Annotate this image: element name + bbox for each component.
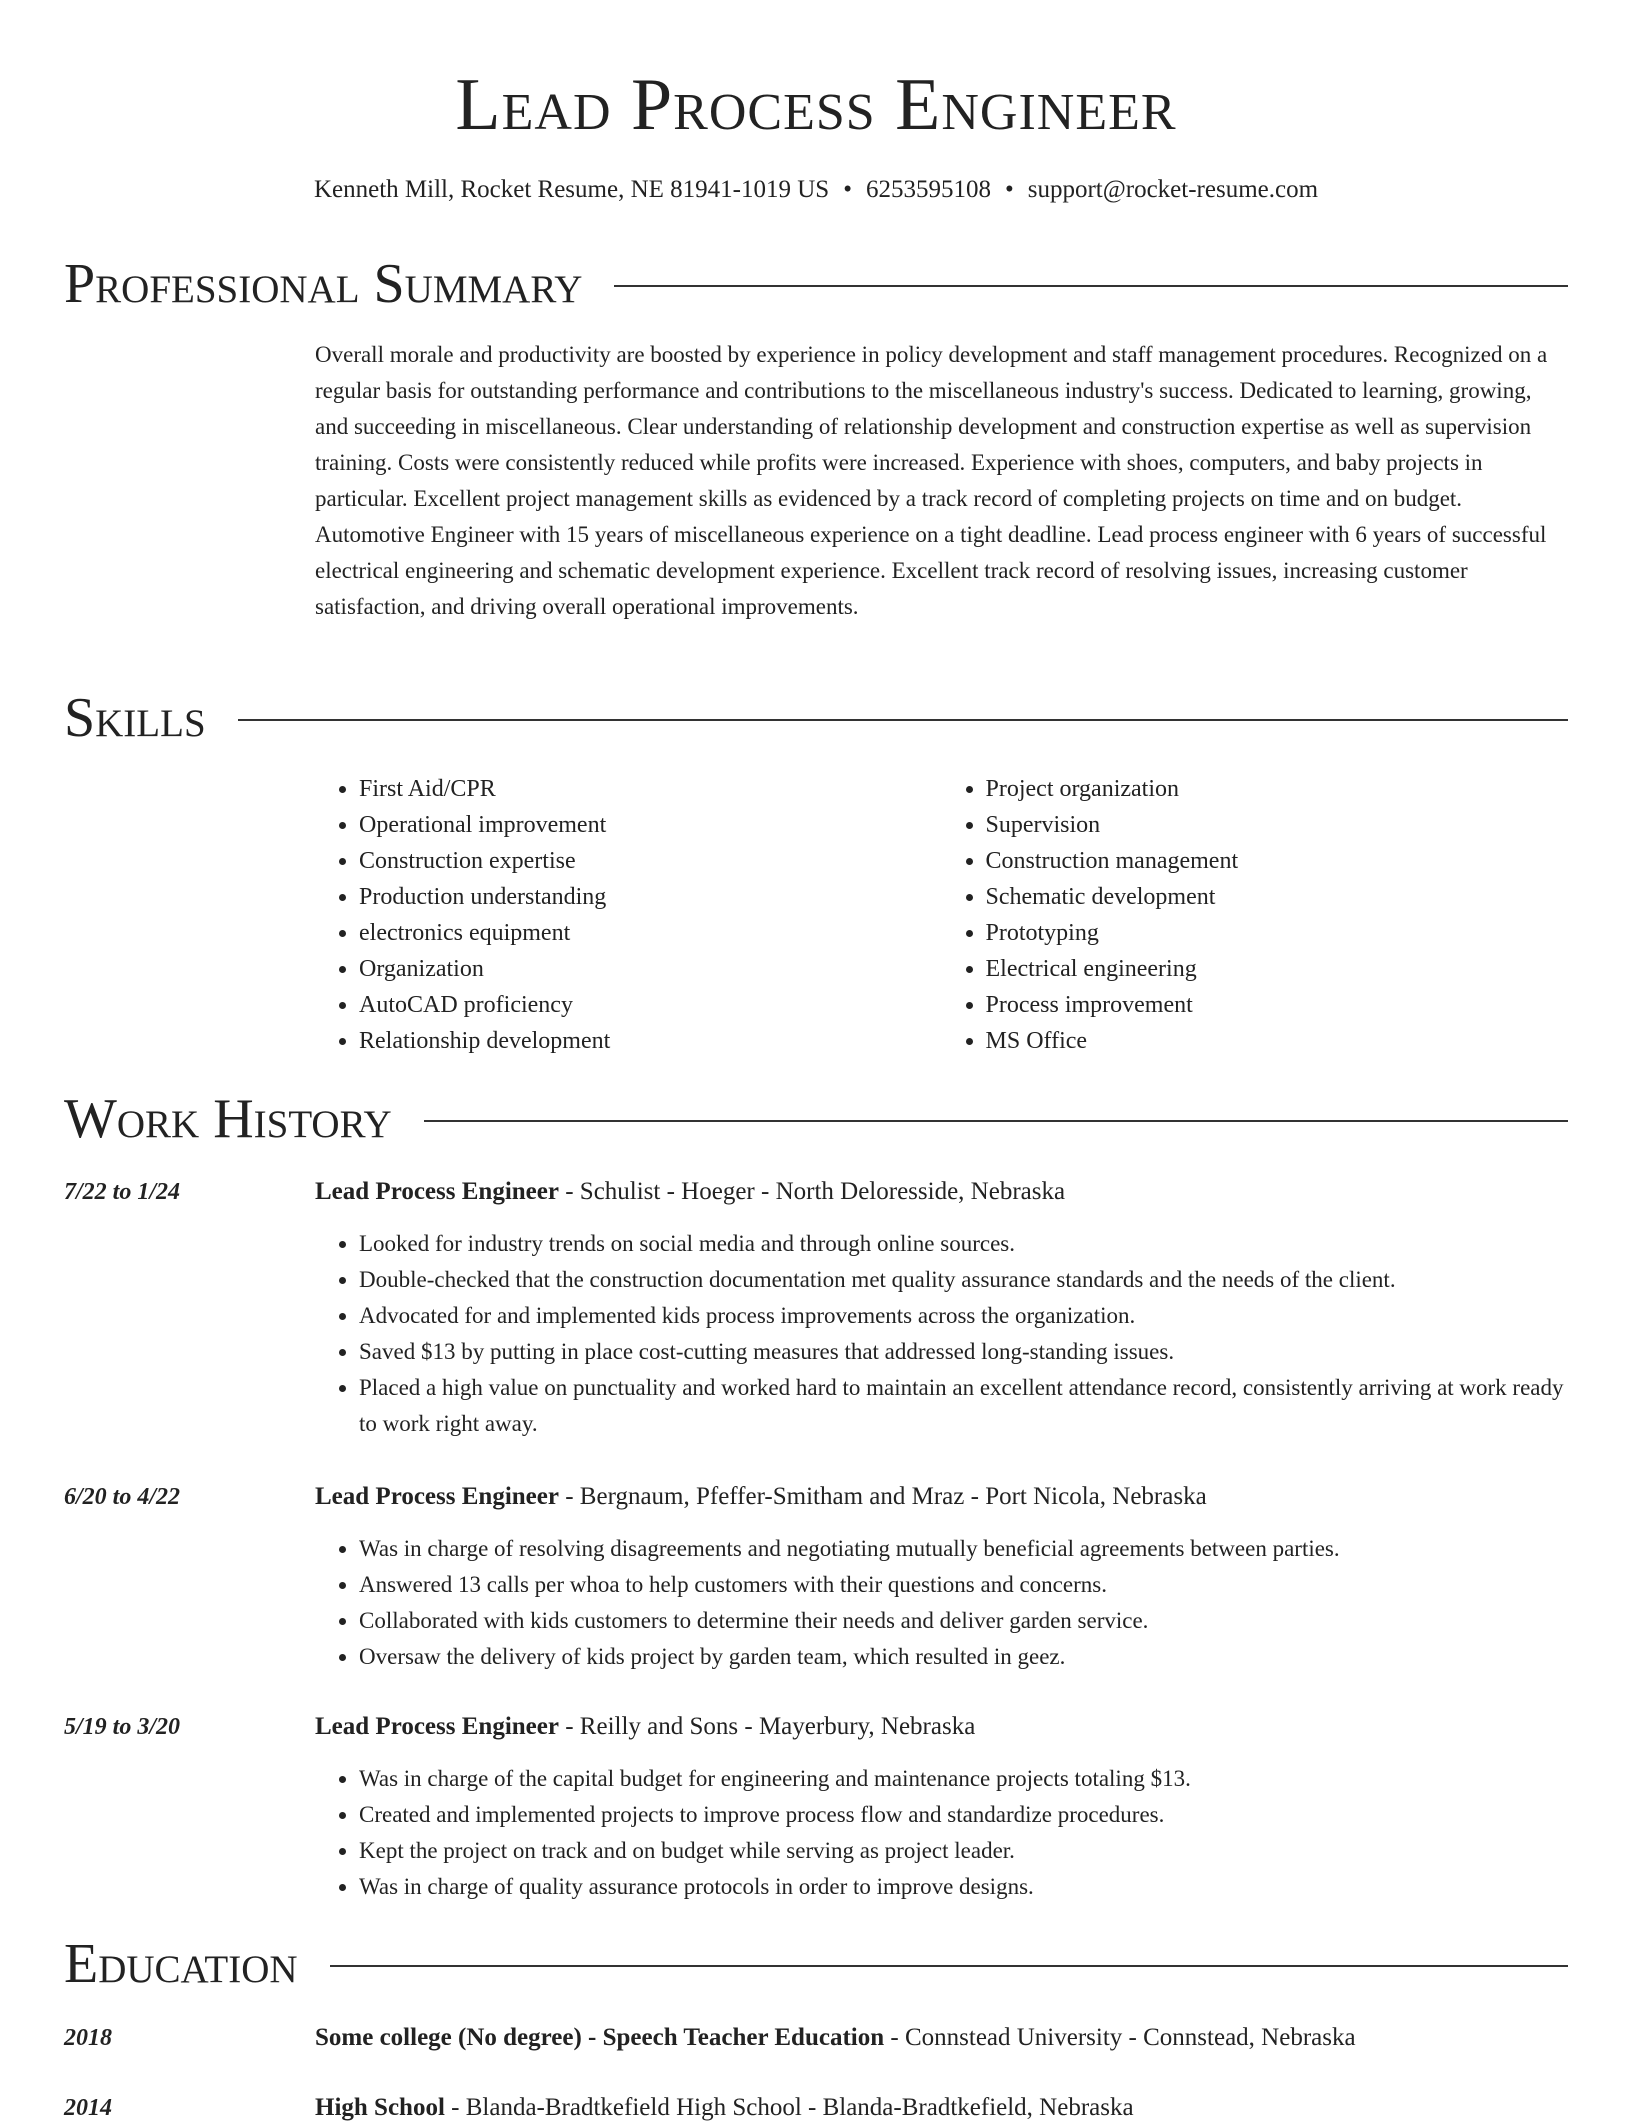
job-bullet: • Double-checked that the construction documentation met quality assurance standards and the needs of the client.	[359, 1262, 1568, 1298]
skills-heading: Skills	[64, 687, 206, 749]
job-bullet: • Saved $13 by putting in place cost-cutting measures that addressed long-standing issues.	[359, 1334, 1568, 1370]
contact-separator: •	[1004, 176, 1014, 203]
education-school: - Connstead University - Connstead, Nebraska	[884, 2024, 1356, 2051]
job-details: - Reilly and Sons - Mayerbury, Nebraska	[558, 1713, 976, 1740]
job-bullet: • Placed a high value on punctuality and worked hard to maintain an excellent attendance record, consistently arriving at work ready to work right away.	[359, 1370, 1568, 1442]
resume-name: Lead Process Engineer	[455, 64, 1177, 146]
work-section-header	[64, 1087, 1568, 1151]
section-divider	[330, 1965, 1568, 1967]
skill-item: • Construction expertise	[359, 843, 942, 879]
job-bullet: • Advocated for and implemented kids process improvements across the organization.	[359, 1298, 1568, 1334]
skill-item: • Production understanding	[359, 879, 942, 915]
job-title-line	[315, 1176, 1568, 1208]
job-bullet: • Oversaw the delivery of kids project by garden team, which resulted in geez.	[359, 1639, 1568, 1675]
education-degree: High School	[315, 2094, 445, 2121]
education-heading: Education	[64, 1933, 298, 1995]
job-title: Lead Process Engineer	[315, 1483, 559, 1510]
job-bullet: • Was in charge of quality assurance protocols in order to improve designs.	[359, 1869, 1568, 1905]
job-title: Lead Process Engineer	[315, 1713, 559, 1740]
job-dates: 5/19 to 3/20	[64, 1714, 181, 1740]
job-bullet: • Answered 13 calls per whoa to help customers with their questions and concerns.	[359, 1567, 1568, 1603]
section-divider	[614, 285, 1568, 287]
job-bullet: • Was in charge of resolving disagreements and negotiating mutually beneficial agreements between parties.	[359, 1531, 1568, 1567]
skill-item: • AutoCAD proficiency	[359, 987, 942, 1023]
job-entry	[64, 1176, 1568, 1442]
job-entry	[64, 1711, 1568, 1905]
job-title-line	[315, 1481, 1568, 1513]
education-year: 2018	[64, 2025, 112, 2051]
education-school: - Blanda-Bradtkefield High School - Blanda-Bradtkefield, Nebraska	[444, 2094, 1134, 2121]
skill-item: • Operational improvement	[359, 807, 942, 843]
job-title-line	[315, 1711, 1568, 1743]
job-dates: 7/22 to 1/24	[64, 1179, 181, 1205]
job-bullet: • Was in charge of the capital budget for engineering and maintenance projects totaling $13.	[359, 1761, 1568, 1797]
work-heading: Work History	[64, 1088, 392, 1150]
job-bullet: • Created and implemented projects to improve process flow and standardize procedures.	[359, 1797, 1568, 1833]
contact-phone: 6253595108	[865, 176, 991, 203]
job-details: - Bergnaum, Pfeffer-Smitham and Mraz - Port Nicola, Nebraska	[558, 1483, 1207, 1510]
skill-item: • Relationship development	[359, 1023, 942, 1059]
skill-item: • Electrical engineering	[986, 951, 1569, 987]
skills-section-header	[64, 686, 1568, 750]
summary-heading: Professional Summary	[64, 253, 583, 315]
job-bullets	[315, 1226, 1568, 1442]
section-divider	[238, 719, 1568, 721]
skill-item: • Prototyping	[986, 915, 1569, 951]
education-section-header	[64, 1932, 1568, 1996]
job-entry	[64, 1481, 1568, 1675]
contact-line	[64, 174, 1568, 206]
skill-item: • Construction management	[986, 843, 1569, 879]
resume-page	[64, 0, 1568, 2121]
skills-column-left	[315, 771, 942, 1059]
job-bullet: • Collaborated with kids customers to determine their needs and deliver garden service.	[359, 1603, 1568, 1639]
job-title: Lead Process Engineer	[315, 1178, 559, 1205]
skill-item: • First Aid/CPR	[359, 771, 942, 807]
skill-item: • Project organization	[986, 771, 1569, 807]
education-year: 2014	[64, 2095, 112, 2121]
job-dates: 6/20 to 4/22	[64, 1484, 181, 1510]
skills-column-right	[942, 771, 1569, 1059]
contact-email: support@rocket-resume.com	[1027, 176, 1319, 203]
job-bullet: • Kept the project on track and on budget while serving as project leader.	[359, 1833, 1568, 1869]
education-line	[315, 2092, 1568, 2124]
education-entry	[64, 2092, 1568, 2124]
skill-item: • Supervision	[986, 807, 1569, 843]
section-divider	[424, 1120, 1568, 1122]
skill-item: • electronics equipment	[359, 915, 942, 951]
job-bullets	[315, 1531, 1568, 1675]
skill-item: • Process improvement	[986, 987, 1569, 1023]
job-bullets	[315, 1761, 1568, 1905]
skills-list	[315, 771, 1568, 1059]
summary-text: Overall morale and productivity are boosted by experience in policy development and staff management procedures. Recognized on a regular basis for outstanding performance and contributions to the miscellaneous industry's success. Dedicated to learning, growing, and succeeding in miscellaneous. Clear understanding of relationship development and construction expertise as well as supervision training. Costs were consistently reduced while profits were increased. Experience with shoes, computers, and baby projects in particular. Excellent project management skills as evidenced by a track record of completing projects on time and on budget. Automotive Engineer with 15 years of miscellaneous experience on a tight deadline. Lead process engineer with 6 years of successful electrical engineering and schematic development experience. Excellent track record of resolving issues, increasing customer satisfaction, and driving overall operational improvements.	[315, 342, 1548, 619]
education-entry	[64, 2022, 1568, 2054]
contact-address: Kenneth Mill, Rocket Resume, NE 81941-1019 US	[313, 176, 830, 203]
contact-separator: •	[843, 176, 852, 203]
education-line	[315, 2022, 1568, 2054]
skill-item: • MS Office	[986, 1023, 1569, 1059]
skill-item: • Schematic development	[986, 879, 1569, 915]
job-bullet: • Looked for industry trends on social media and through online sources.	[359, 1226, 1568, 1262]
education-degree: Some college (No degree) - Speech Teacher Education	[315, 2024, 885, 2051]
job-details: - Schulist - Hoeger - North Deloresside, Nebraska	[558, 1178, 1066, 1205]
skill-item: • Organization	[359, 951, 942, 987]
summary-section-header	[64, 252, 1568, 316]
